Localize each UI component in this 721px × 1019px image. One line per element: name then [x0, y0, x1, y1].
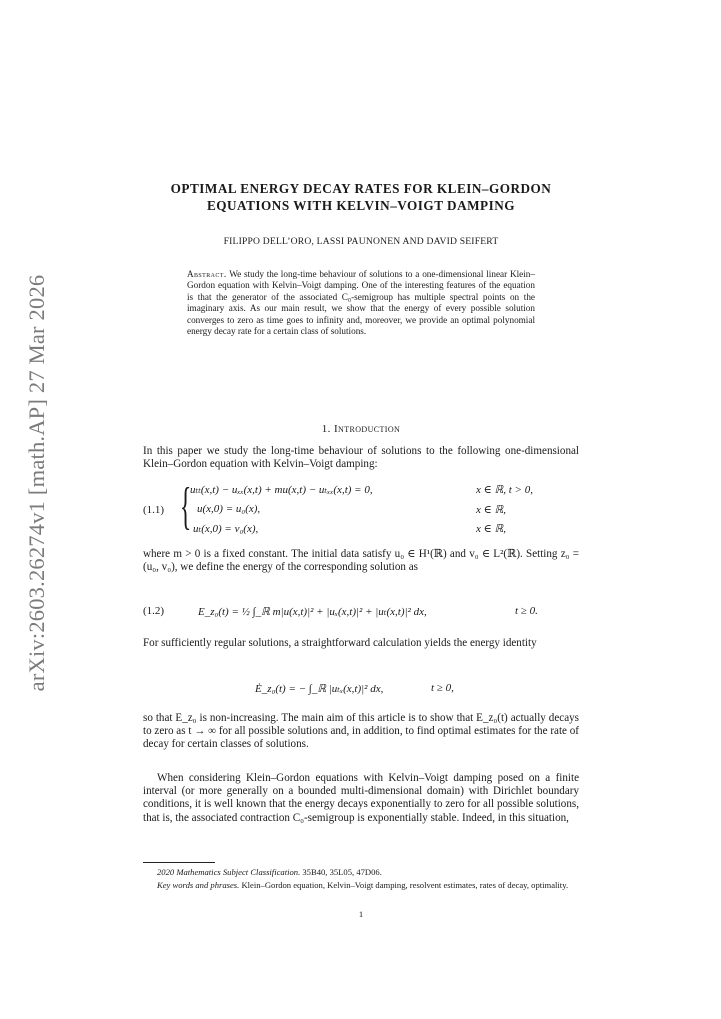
abstract-label: Abstract. — [187, 269, 227, 279]
paper-title — [143, 180, 579, 214]
energy-identity: Ė_z₀(t) = − ∫_ℝ |uₜₓ(x,t)|² dx, — [255, 683, 384, 695]
left-brace: { — [180, 478, 192, 535]
equation-1-1-cond-2: x ∈ ℝ, — [476, 504, 506, 516]
equation-1-1-line-1: uₜₜ(x,t) − uₓₓ(x,t) + mu(x,t) − uₜₓₓ(x,t) = 0, — [190, 484, 373, 496]
title-line-1: OPTIMAL ENERGY DECAY RATES FOR KLEIN–GORDON — [170, 181, 552, 196]
paragraph-4: so that E_z₀ is non-increasing. The main aim of this article is to show that E_z₀(t) actually decays to zero as t → ∞ for all possible solutions and, in addition, to find optimal estimates for the rate of decay for certain classes of solutions. — [143, 712, 579, 751]
abstract-text: We study the long-time behaviour of solutions to a one-dimensional linear Klein–Gordon equation with Kelvin–Voigt damping. One of the interesting features of the equation is that the generator of the associated C₀-semigroup has multiple spectral points on the imaginary axis. As our main result, we show that the energy of every possible solution converges to zero as time goes to infinity and, moreover, we provide an optimal polynomial energy decay rate for a certain class of solutions. — [187, 269, 535, 337]
arxiv-stamp — [22, 274, 52, 691]
paragraph-2: where m > 0 is a fixed constant. The initial data satisfy u₀ ∈ H¹(ℝ) and v₀ ∈ L²(ℝ). Setting z₀ = (u₀, v₀), we define the energy of the corresponding solution as — [143, 548, 579, 574]
arxiv-stamp-text: arXiv:2603.26274v1 [math.AP] 27 Mar 2026 — [24, 274, 49, 691]
abstract — [187, 269, 535, 337]
equation-1-2-label: (1.2) — [143, 605, 165, 617]
energy-identity-cond: t ≥ 0, — [431, 682, 454, 694]
equation-1-1-cond-1: x ∈ ℝ, t > 0, — [476, 484, 533, 496]
paragraph-3: For sufficiently regular solutions, a straightforward calculation yields the energy identity — [143, 637, 537, 649]
footnote-rule — [143, 862, 215, 863]
equation-1-1-line-3: uₜ(x,0) = v₀(x), — [193, 523, 259, 535]
paragraph-1: In this paper we study the long-time behaviour of solutions to the following one-dimensional Klein–Gordon equation with Kelvin–Voigt damping: — [143, 445, 579, 471]
footnote-keywords: Key words and phrases. Klein–Gordon equation, Kelvin–Voigt damping, resolvent estimates, rates of decay, optimality. — [157, 880, 569, 890]
equation-1-2-cond: t ≥ 0. — [515, 605, 538, 617]
footnote-msc: 2020 Mathematics Subject Classification. 35B40, 35L05, 47D06. — [157, 867, 382, 877]
paragraph-5: When considering Klein–Gordon equations with Kelvin–Voigt damping posed on a finite interval (or more generally on a bounded multi-dimensional domain) with Dirichlet boundary conditions, it is well known that the energy decays exponentially to zero for all possible solutions, that is, the associated contraction C₀-semigroup is exponentially stable. Indeed, in this situation, — [143, 772, 579, 824]
equation-1-1-line-2: u(x,0) = u₀(x), — [197, 503, 261, 515]
section-heading: 1. Introduction — [321, 423, 401, 435]
authors: FILIPPO DELL’ORO, LASSI PAUNONEN AND DAVID SEIFERT — [223, 236, 499, 247]
equation-1-1-label: (1.1) — [143, 504, 165, 516]
equation-1-1-cond-3: x ∈ ℝ, — [476, 523, 506, 535]
equation-1-2: E_z₀(t) = ½ ∫_ℝ m|u(x,t)|² + |uₓ(x,t)|² + |uₜ(x,t)|² dx, — [198, 606, 427, 618]
title-line-2: EQUATIONS WITH KELVIN–VOIGT DAMPING — [206, 198, 516, 213]
page-number: 1 — [358, 909, 364, 919]
